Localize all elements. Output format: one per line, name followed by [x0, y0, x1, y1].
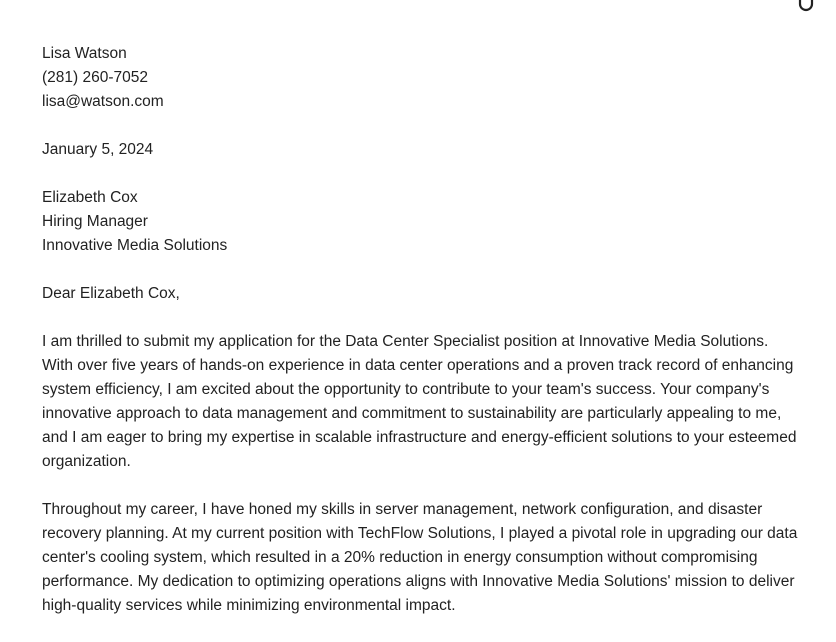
sender-name: Lisa Watson: [42, 45, 127, 62]
body-paragraph-1: I am thrilled to submit my application for the Data Center Specialist position at Innovative Media Solutions. With over five years of hands-on experience in data center operations and a proven track record of enhancing system efficiency, I am excited about the opportunity to contribute to your team's success. Your company's innovative approach to data management and commitment to sustainability are particularly appealing to me, and I am eager to bring my expertise in scalable infrastructure and energy-efficient solutions to your esteemed organization.: [42, 333, 797, 470]
cover-letter: [42, 42, 802, 642]
sender-email: lisa@watson.com: [42, 93, 164, 110]
clip-icon: [798, 0, 814, 12]
salutation-block: [42, 282, 802, 306]
recipient-block: [42, 186, 802, 258]
date-block: [42, 138, 802, 162]
body-paragraph-2: Throughout my career, I have honed my skills in server management, network configuration, and disaster recovery planning. At my current position with TechFlow Solutions, I played a pivotal role in upgrading our data center's cooling system, which resulted in a 20% reduction in energy consumption without compromising performance. My dedication to optimizing operations aligns with Innovative Media Solutions' mission to deliver high-quality services while minimizing environmental impact.: [42, 501, 798, 614]
recipient-company: Innovative Media Solutions: [42, 237, 228, 254]
letter-date: January 5, 2024: [42, 141, 154, 158]
recipient-name: Elizabeth Cox: [42, 189, 138, 206]
recipient-title: Hiring Manager: [42, 213, 148, 230]
salutation: Dear Elizabeth Cox,: [42, 285, 180, 302]
sender-block: [42, 42, 802, 114]
sender-phone: (281) 260-7052: [42, 69, 148, 86]
